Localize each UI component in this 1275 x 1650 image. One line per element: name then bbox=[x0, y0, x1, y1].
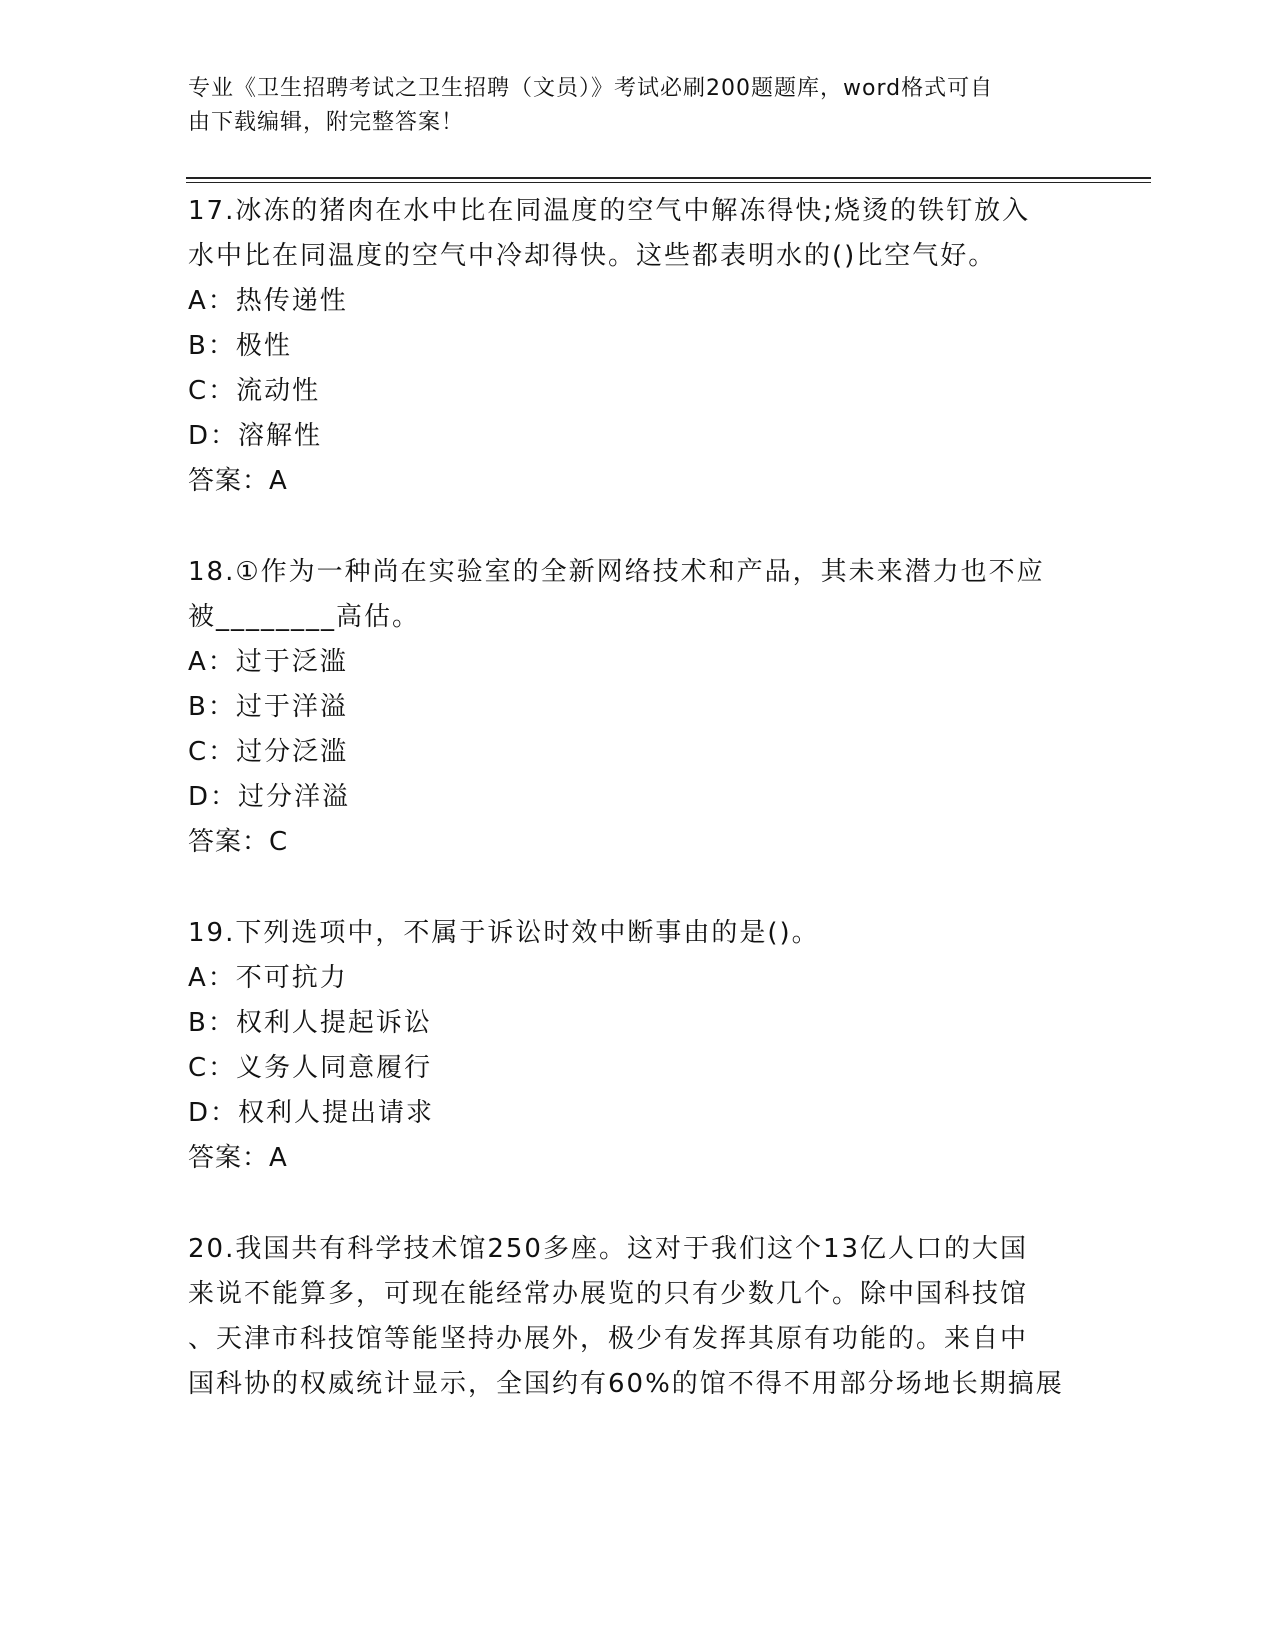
stem-line: 被________高估。 bbox=[188, 602, 421, 632]
answer-line: 答案：A bbox=[188, 466, 288, 496]
question-19 bbox=[188, 911, 1088, 1181]
question-stem bbox=[188, 1227, 1088, 1407]
stem-line: 20.我国共有科学技术馆250多座。这对于我们这个13亿人口的大国 bbox=[188, 1234, 1029, 1264]
question-stem bbox=[188, 189, 1088, 279]
option-b: B：过于洋溢 bbox=[188, 692, 348, 722]
header-line-2: 由下载编辑，附完整答案！ bbox=[188, 110, 465, 135]
question-stem bbox=[188, 911, 1088, 956]
header-divider-thick bbox=[186, 177, 1151, 179]
question-17 bbox=[188, 189, 1088, 504]
option-c: C：过分泛滥 bbox=[188, 737, 349, 767]
stem-line: 国科协的权威统计显示，全国约有60%的馆不得不用部分场地长期搞展 bbox=[188, 1369, 1064, 1399]
header-line-1: 专业《卫生招聘考试之卫生招聘（文员）》考试必刷200题题库，word格式可自 bbox=[188, 76, 994, 101]
stem-line: 来说不能算多，可现在能经常办展览的只有少数几个。除中国科技馆 bbox=[188, 1279, 1029, 1309]
option-d: D：过分洋溢 bbox=[188, 782, 351, 812]
stem-line: 17.冰冻的猪肉在水中比在同温度的空气中解冻得快;烧烫的铁钉放入 bbox=[188, 196, 1031, 226]
header-divider-thin bbox=[186, 182, 1151, 183]
option-c: C：义务人同意履行 bbox=[188, 1053, 433, 1083]
option-a: A：热传递性 bbox=[188, 286, 348, 316]
stem-line: 、天津市科技馆等能坚持办展外，极少有发挥其原有功能的。来自中 bbox=[188, 1324, 1029, 1354]
option-c: C：流动性 bbox=[188, 376, 321, 406]
question-20 bbox=[188, 1227, 1088, 1407]
option-d: D：溶解性 bbox=[188, 421, 323, 451]
stem-line: 水中比在同温度的空气中冷却得快。这些都表明水的()比空气好。 bbox=[188, 241, 997, 271]
question-stem bbox=[188, 550, 1088, 640]
stem-line: 19.下列选项中，不属于诉讼时效中断事由的是()。 bbox=[188, 918, 820, 948]
option-a: A：过于泛滥 bbox=[188, 647, 348, 677]
option-b: B：权利人提起诉讼 bbox=[188, 1008, 432, 1038]
option-d: D：权利人提出请求 bbox=[188, 1098, 435, 1128]
option-a: A：不可抗力 bbox=[188, 963, 348, 993]
answer-line: 答案：C bbox=[188, 827, 289, 857]
document-header bbox=[188, 72, 1068, 140]
question-list bbox=[188, 189, 1088, 1453]
answer-line: 答案：A bbox=[188, 1143, 288, 1173]
stem-line: 18.①作为一种尚在实验室的全新网络技术和产品，其未来潜力也不应 bbox=[188, 557, 1045, 587]
option-b: B：极性 bbox=[188, 331, 292, 361]
question-18 bbox=[188, 550, 1088, 865]
